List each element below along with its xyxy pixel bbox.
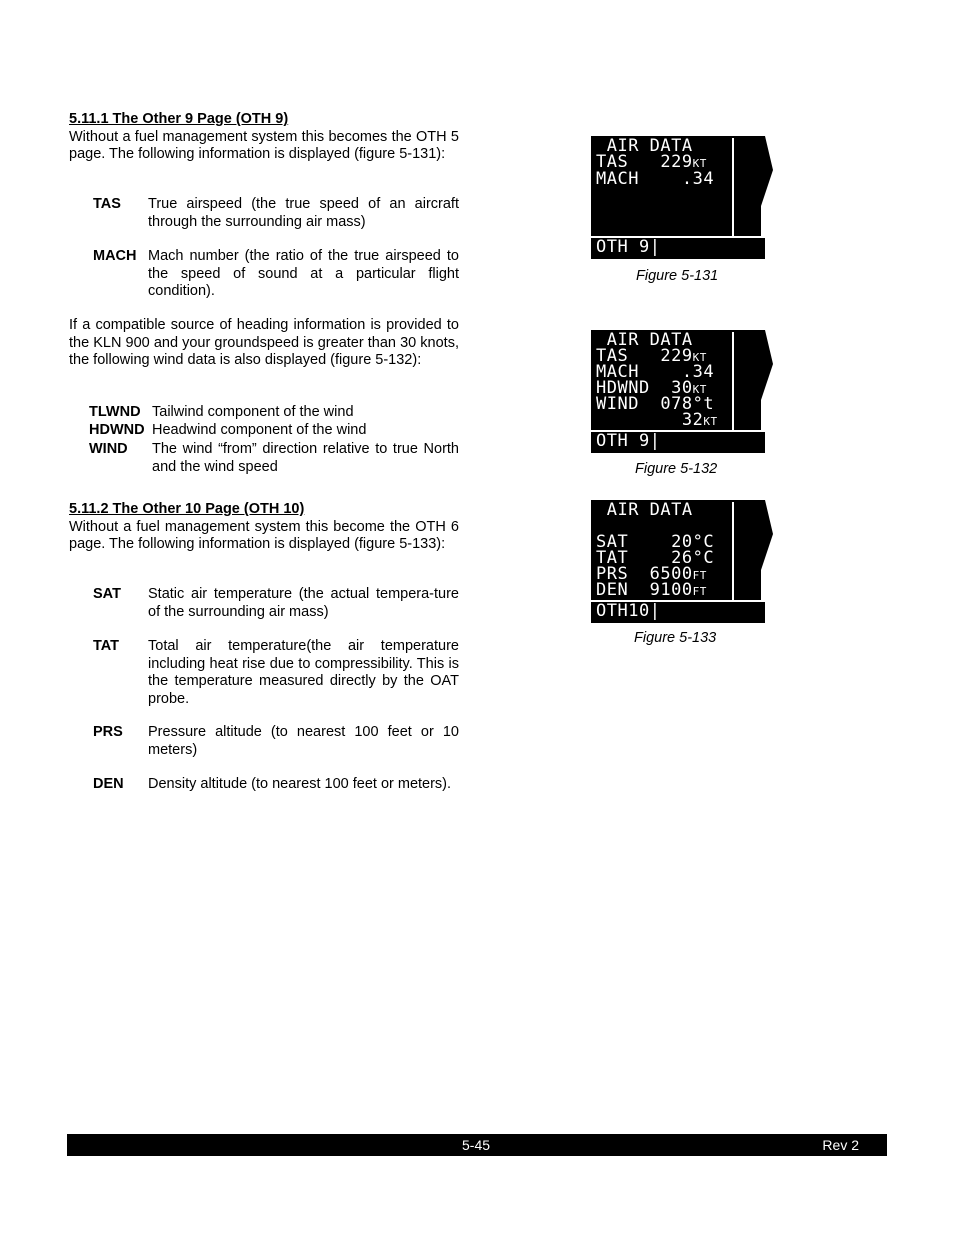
definition-desc: Mach number (the ratio of the true airspeed to the speed of sound at a particular flight condition). [148,248,459,299]
lcd-unit: FT [692,585,707,598]
definition-term: PRS [93,724,123,740]
wind-definition-list [69,404,459,476]
definition-mach [69,248,459,301]
lcd-title: AIR DATA [596,136,693,156]
lcd-row [596,171,714,187]
lcd-title: AIR DATA [596,330,693,350]
lcd-value: DEN 9100 [596,580,693,600]
definition-term: DEN [93,776,124,792]
definition-desc: Pressure altitude (to nearest 100 feet or 10 meters) [148,724,459,758]
lcd-value: MACH .34 [596,362,715,382]
lcd-unit: KT [703,415,718,428]
definition-term: TLWND [89,404,141,420]
lcd-value: MACH .34 [596,169,715,189]
definition-wind [69,441,459,476]
definition-desc: Static air temperature (the actual tempera-ture of the surrounding air mass) [148,586,459,620]
lcd-screen-fig131 [591,136,773,259]
page-footer [67,1134,887,1156]
definition-den [69,776,459,794]
figure-caption: Figure 5-132 [635,461,718,477]
definition-desc: True airspeed (the true speed of an aircraft through the surrounding air mass) [148,196,459,230]
definition-term: SAT [93,586,121,602]
cursor-bar: | [649,237,661,257]
definition-desc: Density altitude (to nearest 100 feet or meters). [148,776,452,792]
wind-paragraph: If a compatible source of heading information is provided to the KLN 900 and your groundspeed is greater than 30 knots, the following wind data is also displayed (figure 5-132): [69,317,459,368]
lcd-page: OTH10 [596,601,650,621]
section-oth9 [69,111,459,164]
figure-caption: Figure 5-131 [636,268,719,284]
definition-term: TAS [93,196,121,212]
definition-desc: The wind “from” direction relative to true North and the wind speed [152,441,459,475]
definition-desc: Total air temperature(the air temperature including heat rise due to compressibility. This is the temperature measured directly by the OAT probe. [148,638,459,707]
section-heading: 5.11.1 The Other 9 Page (OTH 9) [69,111,289,127]
lcd-page-label [596,603,660,619]
cursor-bar: | [649,601,661,621]
definition-sat [69,586,459,621]
lcd-value: HDWND 30 [596,378,693,398]
lcd-unit: FT [692,569,707,582]
lcd-value: TAT 26°C [596,548,715,568]
definition-term: WIND [89,441,128,457]
definition-prs [69,724,459,759]
definition-term: HDWND [89,421,145,438]
intro-paragraph: Without a fuel management system this becomes the OTH 5 page. The following information is displayed (figure 5-131): [69,128,459,162]
lcd-screen-fig133 [591,500,773,623]
lcd-unit: KT [692,351,707,364]
lcd-unit: KT [692,383,707,396]
definition-desc: Headwind component of the wind [152,421,367,438]
section-oth10 [69,501,459,554]
definition-tas [69,196,459,231]
page-number: 5-45 [462,1137,491,1153]
lcd-value: 32 [596,410,704,430]
lcd-page-label [596,433,660,449]
definition-tat [69,638,459,708]
lcd-page: OTH 9 [596,431,650,451]
definition-term: TAT [93,638,120,654]
lcd-value: WIND 078°t [596,394,715,414]
definition-desc: Tailwind component of the wind [152,404,354,420]
lcd-unit: KT [692,157,707,170]
lcd-page-label [596,239,660,255]
revision-label: Rev 2 [822,1137,859,1153]
definition-list [69,196,459,301]
definition-term: MACH [93,248,137,264]
section-heading: 5.11.2 The Other 10 Page (OTH 10) [69,501,305,517]
definition-list-2 [69,586,459,794]
figure-caption: Figure 5-133 [634,630,717,646]
lcd-screen-fig132 [591,330,773,453]
definition-hdwnd [69,422,459,440]
lcd-value: PRS 6500 [596,564,693,584]
definition-tlwnd [69,404,459,422]
intro-paragraph: Without a fuel management system this become the OTH 6 page. The following information is displayed (figure 5-133): [69,518,459,552]
cursor-bar: | [649,431,661,451]
lcd-row [596,582,707,600]
lcd-value: SAT 20°C [596,532,715,552]
lcd-value: TAS 229 [596,152,693,172]
lcd-page: OTH 9 [596,237,650,257]
lcd-row [596,412,718,430]
lcd-value: TAS 229 [596,346,693,366]
lcd-title: AIR DATA [596,500,693,520]
